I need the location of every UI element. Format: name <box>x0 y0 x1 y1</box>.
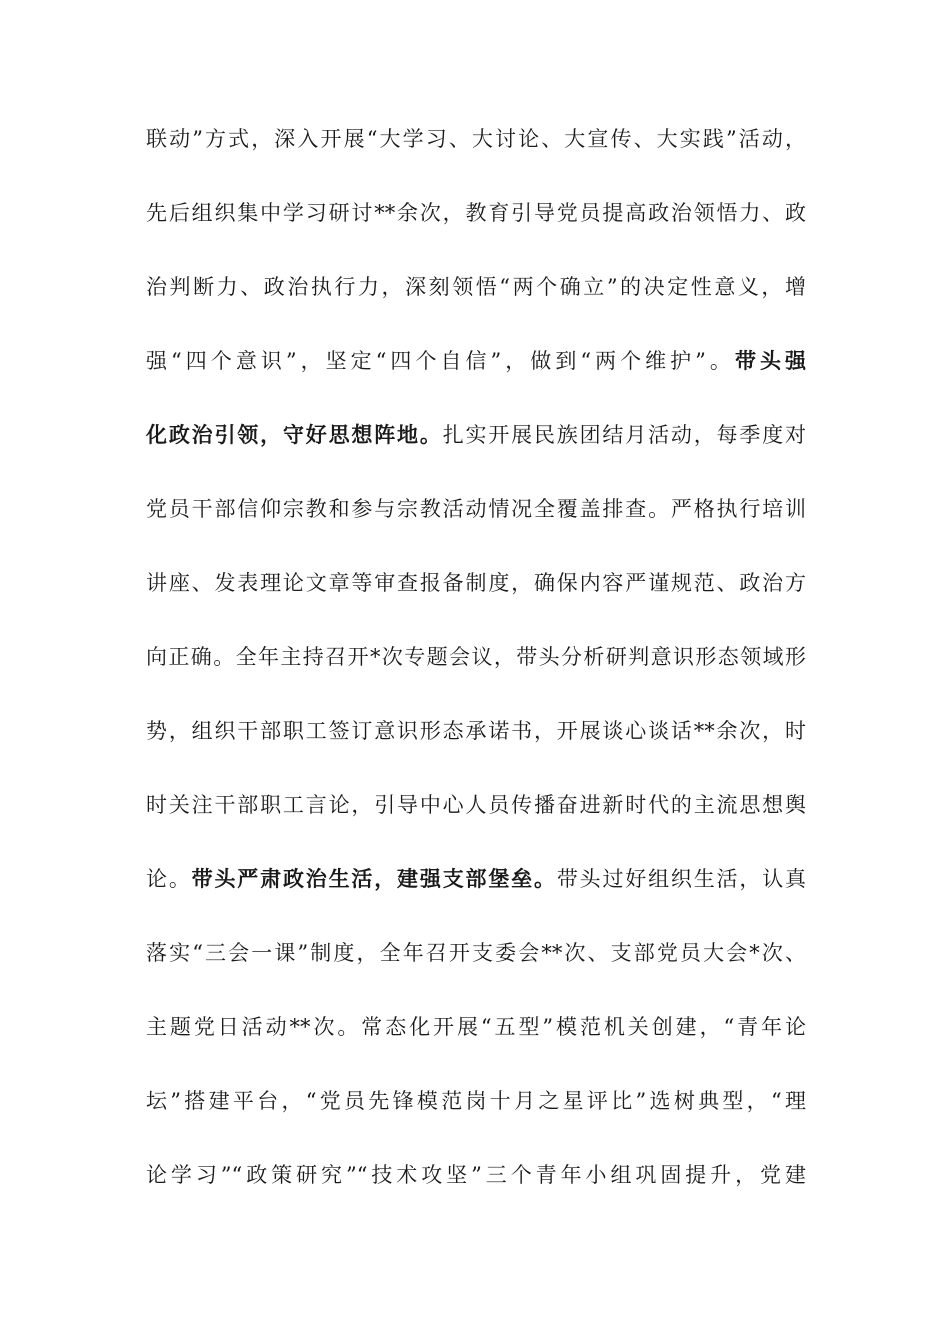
bold-heading-run: 带头严肃政治生活，建强支部堡垒。 <box>191 866 557 891</box>
text-run: 党员干部信仰宗教和参与宗教活动情况全覆盖排查。严格执行培训 <box>146 497 806 521</box>
text-run: 强“四个意识”，坚定“四个自信”，做到“两个维护”。 <box>146 349 735 373</box>
paragraph-line <box>146 1089 806 1113</box>
paragraph-line <box>146 127 806 151</box>
paragraph-line <box>146 201 806 225</box>
paragraph-line <box>146 571 806 595</box>
paragraph-line <box>146 497 806 521</box>
text-run: 扎实开展民族团结月活动，每季度对 <box>442 423 807 447</box>
document-body <box>146 127 806 1237</box>
text-run: 主题党日活动**次。常态化开展“五型”模范机关创建，“青年论 <box>146 1015 806 1039</box>
text-run: 向正确。全年主持召开*次专题会议，带头分析研判意识形态领域形 <box>146 645 806 669</box>
paragraph-line <box>146 1163 806 1187</box>
paragraph-line <box>146 719 806 743</box>
paragraph-line <box>146 423 806 447</box>
text-run: 讲座、发表理论文章等审查报备制度，确保内容严谨规范、政治方 <box>146 571 806 595</box>
paragraph-line <box>146 349 806 373</box>
paragraph-line <box>146 1015 806 1039</box>
text-run: 治判断力、政治执行力，深刻领悟“两个确立”的决定性意义，增 <box>146 275 806 299</box>
paragraph-line <box>146 867 806 891</box>
paragraph-line <box>146 275 806 299</box>
text-run: 坛”搭建平台，“党员先锋模范岗十月之星评比”选树典型，“理 <box>146 1089 806 1113</box>
text-run: 时关注干部职工言论，引导中心人员传播奋进新时代的主流思想舆 <box>146 793 806 817</box>
text-run: 带头过好组织生活，认真 <box>556 867 807 891</box>
text-run: 先后组织集中学习研讨**余次，教育引导党员提高政治领悟力、政 <box>146 201 806 225</box>
text-run: 联动”方式，深入开展“大学习、大讨论、大宣传、大实践”活动， <box>146 127 806 151</box>
paragraph-line <box>146 645 806 669</box>
text-run: 论。 <box>146 867 192 891</box>
text-run: 论学习”“政策研究”“技术攻坚”三个青年小组巩固提升，党建 <box>146 1163 806 1187</box>
text-run: 势，组织干部职工签订意识形态承诺书，开展谈心谈话**余次，时 <box>146 719 806 743</box>
paragraph-line <box>146 941 806 965</box>
bold-heading-run: 化政治引领，守好思想阵地。 <box>146 422 443 447</box>
bold-heading-run: 带头强 <box>734 348 806 373</box>
paragraph-line <box>146 793 806 817</box>
text-run: 落实“三会一课”制度，全年召开支委会**次、支部党员大会*次、 <box>146 941 806 965</box>
